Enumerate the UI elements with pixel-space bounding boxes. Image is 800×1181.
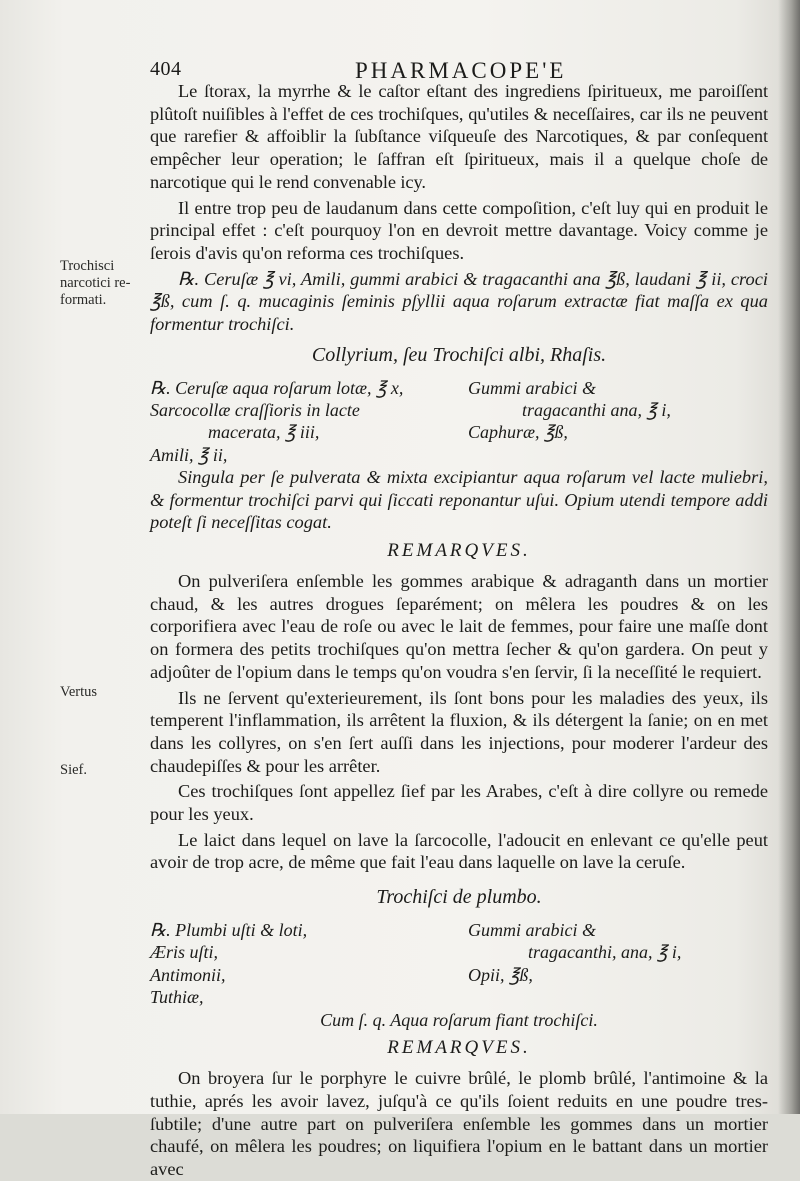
paragraph-sief: Ces trochiſques ſont appellez ſief par les Arabes, c'eſt à dire collyre ou remede pour les yeux. (150, 781, 768, 825)
paragraph-pulverisera: On pulveriſera enſemble les gommes arabique & adraganth dans un mortier chaud, & les autres drogues ſeparément; on mêlera les poudres & on les corporifiera avec l'eau de roſe ou avec le lait de femmes, pour faire une maſſe dont on formera des petits trochiſques qu'on mettra ſecher & qu'on gardera. On peut y adjoûter de l'opium dans le temps qu'on voudra s'en ſervir, ſi la neceſſité le requiert. (150, 571, 768, 682)
remarques-heading: REMARQVES. (387, 540, 531, 562)
running-head: PHARMACOPE'E (355, 58, 567, 83)
formula-ingredient: Antimonii, (150, 964, 226, 985)
formula-ingredient: macerata, ℥ iii, (208, 422, 320, 443)
recipe-trochisci-reformati: ℞. Ceruſæ ℥ vi, Amili, gummi arabici & tragacanthi ana ℥ß, laudani ℥ ii, croci ℥ß, cum ſ. q. mucaginis ſeminis pſyllii aqua roſarum extractæ fiat maſſa ex qua formentur trochiſci. (150, 268, 768, 335)
paragraph-laudanum: Il entre trop peu de laudanum dans cette compoſition, c'eſt luy qui en produit le principal effet : c'eſt pourquoy l'on en devroit mettre davantage. Voicy comme je ſerois d'avis qu'on reforma ces trochiſques. (150, 197, 768, 263)
formula-row (150, 377, 768, 399)
margin-note-line: Trochisci (60, 258, 115, 274)
formula-ingredient: Gummi arabici & (468, 377, 596, 398)
formula-row (150, 444, 768, 466)
formula-row (150, 986, 768, 1008)
margin-note-trochisci (60, 258, 130, 309)
formula-row (150, 399, 768, 421)
formula-row (150, 964, 768, 986)
remarques-heading-2: REMARQVES. (387, 1037, 531, 1059)
formula-ingredient: Opii, ℥ß, (468, 964, 533, 985)
formula-row (150, 421, 768, 443)
margin-note-sief: Sief. (60, 762, 87, 778)
formula-ingredient: Caphuræ, ℥ß, (468, 422, 568, 443)
section-title-collyrium: Collyrium, ſeu Trochiſci albi, Rhaſis. (311, 343, 607, 366)
formula-plumbo (150, 919, 768, 1008)
formula-ingredient: Gummi arabici & (468, 920, 596, 941)
section-title-plumbo: Trochiſci de plumbo. (376, 886, 542, 909)
formula-ingredient: ℞. Ceruſæ aqua roſarum lotæ, ℥ x, (150, 377, 404, 398)
formula-collyrium (150, 377, 768, 466)
formula-row (150, 941, 768, 963)
formula-ingredient: Amili, ℥ ii, (150, 444, 228, 465)
paragraph-storax: Le ſtorax, la myrrhe & le caſtor eſtant des ingrediens ſpiritueux, me paroiſſent plûtoſt nuiſibles à l'effet de ces trochiſques, qu'utiles & neceſſaires, car ils ne peuvent que rarefier & affoiblir la ſubſtance viſqueuſe des Narcotiques, & par conſequent empêcher leur operation; le ſaffran eſt ſpiritueux, mais il a quelque choſe de narcotique qui le rend convenable icy. (150, 81, 768, 192)
formula-ingredient: tragacanthi ana, ℥ i, (522, 400, 671, 421)
paragraph-laict: Le laict dans lequel on lave la ſarcocolle, l'adoucit en enlevant ce qu'elle peut avoir de trop acre, de même que fait l'eau dans laquelle on lave la ceruſe. (150, 829, 768, 873)
formula-ingredient: Sarcocollæ craſſioris in lacte (150, 400, 360, 421)
recipe-singula: Singula per ſe pulverata & mixta excipiantur aqua roſarum vel lacte muliebri, & formentur trochiſci parvi qui ſiccati reponantur uſui. Opium utendi tempore addi poteſt ſi neceſſitas cogat. (150, 466, 768, 533)
formula-row (150, 919, 768, 941)
margin-note-vertus: Vertus (60, 684, 98, 700)
margin-note-line: formati. (60, 292, 107, 308)
page-spine-shadow (778, 0, 800, 1114)
formula-ingredient: ℞. Plumbi uſti & loti, (150, 920, 308, 941)
paragraph-vertus: Ils ne ſervent qu'exterieurement, ils ſont bons pour les maladies des yeux, ils temperent l'inflammation, ils arrêtent la fluxion, & ils détergent la ſanie; on en met dans les collyres, on s'en ſert auſſi dans les injections, pour moderer l'ardeur des chaudepiſſes & pour les arrêter. (150, 687, 768, 776)
formula-ingredient: Æris uſti, (150, 942, 219, 963)
page-number: 404 (150, 58, 182, 80)
formula-ingredient: Tuthiæ, (150, 987, 204, 1008)
paragraph-broyera: On broyera ſur le porphyre le cuivre brûlé, le plomb brûlé, l'antimoine & la tuthie, aprés les avoir lavez, juſqu'à ce qu'ils ſoient reduits en une poudre tres-ſubtile; d'une autre part on pulveriſera enſemble les gommes dans un mortier chaufé, on mêlera les poudres; on liquifiera l'opium en le battant dans un mortier avec (150, 1068, 768, 1180)
margin-note-line: narcotici re- (60, 275, 131, 291)
main-text (150, 80, 768, 1181)
formula-closing: Cum ſ. q. Aqua roſarum fiant trochiſci. (320, 1010, 598, 1031)
formula-ingredient: tragacanthi, ana, ℥ i, (528, 942, 682, 963)
